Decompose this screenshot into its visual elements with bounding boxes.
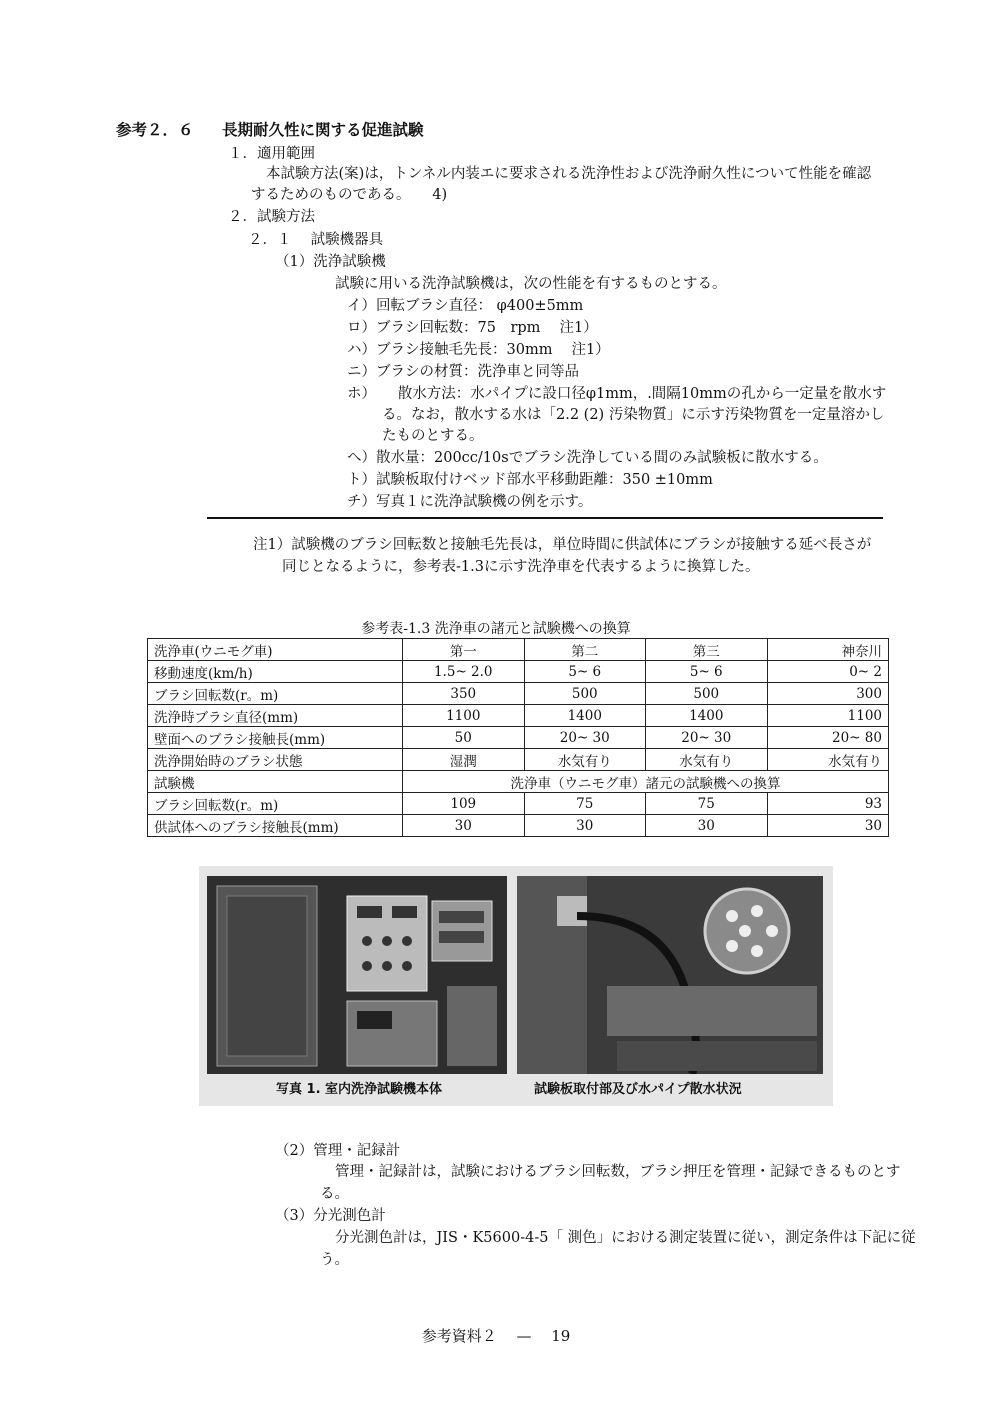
table-cell: 30 bbox=[646, 815, 768, 837]
table-header-cell: 第三 bbox=[646, 639, 768, 661]
spec-line: ロ）ブラシ回転数：75 rpm 注1） bbox=[347, 320, 598, 336]
row-label: 移動速度(km/h) bbox=[148, 661, 403, 683]
table-header-row bbox=[148, 639, 889, 661]
table-row bbox=[148, 705, 889, 727]
page-footer: 参考資料２ — 19 bbox=[421, 1327, 571, 1345]
table-cell: 5~ 6 bbox=[524, 661, 646, 683]
table-cell: 93 bbox=[767, 793, 889, 815]
table-header-cell: 洗浄車(ウニモグ車) bbox=[148, 639, 403, 661]
row-label: ブラシ回転数(r。m) bbox=[148, 793, 403, 815]
table-cell: 20~ 30 bbox=[524, 727, 646, 749]
note-line: 同じとなるように，参考表-1.3に示す洗浄車を代表するように換算した。 bbox=[282, 559, 760, 575]
item3-heading: （3）分光測色計 bbox=[275, 1208, 386, 1224]
table-cell: 75 bbox=[524, 793, 646, 815]
table-caption: 参考表-1.3 洗浄車の諸元と試験機への換算 bbox=[361, 621, 631, 637]
method-subheading: ２．１ 試験機器具 bbox=[248, 232, 384, 248]
table-cell: 500 bbox=[524, 683, 646, 705]
row-label: 洗浄時ブラシ直径(mm) bbox=[148, 705, 403, 727]
conversion-cell: 洗浄車（ウニモグ車）諸元の試験機への換算 bbox=[403, 771, 889, 793]
spec-line: ト）試験板取付けベッド部水平移動距離：350 ±10mm bbox=[347, 472, 713, 488]
spec-line: る。なお，散水する水は「2.2 (2) 汚染物質」に示す汚染物質を一定量溶かし bbox=[382, 407, 885, 423]
row-label: 洗浄開始時のブラシ状態 bbox=[148, 749, 403, 771]
item3-line: う。 bbox=[320, 1252, 349, 1268]
table-header-cell: 神奈川 bbox=[767, 639, 889, 661]
photo-caption-right: 試験板取付部及び水パイプ散水状況 bbox=[534, 1082, 742, 1097]
table-header-cell: 第二 bbox=[524, 639, 646, 661]
table-row bbox=[148, 683, 889, 705]
row-label: 試験機 bbox=[148, 771, 403, 793]
table-cell: 75 bbox=[646, 793, 768, 815]
table-header-cell: 第一 bbox=[403, 639, 525, 661]
table-cell: 0~ 2 bbox=[767, 661, 889, 683]
table-cell: 30 bbox=[767, 815, 889, 837]
table-row bbox=[148, 815, 889, 837]
section-title: 長期耐久性に関する促進試験 bbox=[222, 120, 424, 139]
spec-line: イ）回転ブラシ直径： φ400±5mm bbox=[347, 298, 584, 314]
table-cell: 水気有り bbox=[524, 749, 646, 771]
row-label: 壁面へのブラシ接触長(mm) bbox=[148, 727, 403, 749]
table-cell: 500 bbox=[646, 683, 768, 705]
table-cell: 109 bbox=[403, 793, 525, 815]
spec-line: たものとする。 bbox=[382, 428, 484, 444]
machine-photo bbox=[207, 876, 507, 1074]
table-cell: 1100 bbox=[403, 705, 525, 727]
table-cell: 5~ 6 bbox=[646, 661, 768, 683]
table-cell: 350 bbox=[403, 683, 525, 705]
test-plate-photo-illustration bbox=[517, 876, 823, 1074]
item1-heading: （1）洗浄試験機 bbox=[275, 254, 386, 270]
item2-line: 管理・記録計は，試験におけるブラシ回転数，ブラシ押圧を管理・記録できるものとす bbox=[335, 1164, 901, 1180]
table-cell: 水気有り bbox=[767, 749, 889, 771]
note-line: 注1）試験機のブラシ回転数と接触毛先長は，単位時間に供試体にブラシが接触する延べ長さが bbox=[253, 537, 872, 553]
table-row bbox=[148, 661, 889, 683]
scope-line: するためのものである。 4) bbox=[251, 187, 448, 203]
table-row bbox=[148, 749, 889, 771]
table-cell: 湿潤 bbox=[403, 749, 525, 771]
table-cell: 300 bbox=[767, 683, 889, 705]
table-cell: 1400 bbox=[524, 705, 646, 727]
table-cell: 1100 bbox=[767, 705, 889, 727]
table-cell: 1.5~ 2.0 bbox=[403, 661, 525, 683]
table-cell: 1400 bbox=[646, 705, 768, 727]
table-cell: 20~ 30 bbox=[646, 727, 768, 749]
item1-intro: 試験に用いる洗浄試験機は，次の性能を有するものとする。 bbox=[335, 276, 727, 292]
spec-line: ホ） 散水方法：水パイプに設口径φ1mm，.間隔10mmの孔から一定量を散水す bbox=[347, 386, 887, 402]
photo-panel bbox=[199, 866, 833, 1106]
row-label: 供試体へのブラシ接触長(mm) bbox=[148, 815, 403, 837]
spec-line: へ）散水量：200cc/10sでブラシ洗浄している間のみ試験板に散水する。 bbox=[347, 450, 828, 466]
spec-line: ハ）ブラシ接触毛先長：30mm 注1） bbox=[347, 342, 610, 358]
item2-heading: （2）管理・記録計 bbox=[275, 1143, 401, 1159]
table-row bbox=[148, 793, 889, 815]
item3-line: 分光測色計は，JIS・K5600-4-5「 測色」における測定装置に従い，測定条件は下記に従 bbox=[335, 1230, 916, 1246]
test-plate-photo bbox=[517, 876, 823, 1074]
section-number: 参考２．６ bbox=[116, 120, 194, 139]
row-label: ブラシ回転数(r。m) bbox=[148, 683, 403, 705]
table-cell: 水気有り bbox=[646, 749, 768, 771]
divider bbox=[207, 517, 883, 519]
photo-caption-left: 写真 1. 室内洗浄試験機本体 bbox=[276, 1082, 443, 1097]
method-heading: ２．試験方法 bbox=[228, 209, 315, 225]
spec-line: ニ）ブラシの材質：洗浄車と同等品 bbox=[347, 364, 579, 380]
scope-line: 本試験方法(案)は，トンネル内装エに要求される洗浄性および洗浄耐久性について性能を確認 bbox=[266, 166, 872, 182]
spec-table bbox=[147, 638, 889, 837]
table-cell: 50 bbox=[403, 727, 525, 749]
machine-photo-illustration bbox=[207, 876, 507, 1074]
table-cell: 30 bbox=[403, 815, 525, 837]
scope-heading: １．適用範囲 bbox=[228, 146, 315, 162]
table-row bbox=[148, 771, 889, 793]
table-row bbox=[148, 727, 889, 749]
spec-line: チ）写真１に洗浄試験機の例を示す。 bbox=[347, 494, 593, 510]
item2-line: る。 bbox=[320, 1186, 349, 1202]
table-cell: 30 bbox=[524, 815, 646, 837]
table-cell: 20~ 80 bbox=[767, 727, 889, 749]
